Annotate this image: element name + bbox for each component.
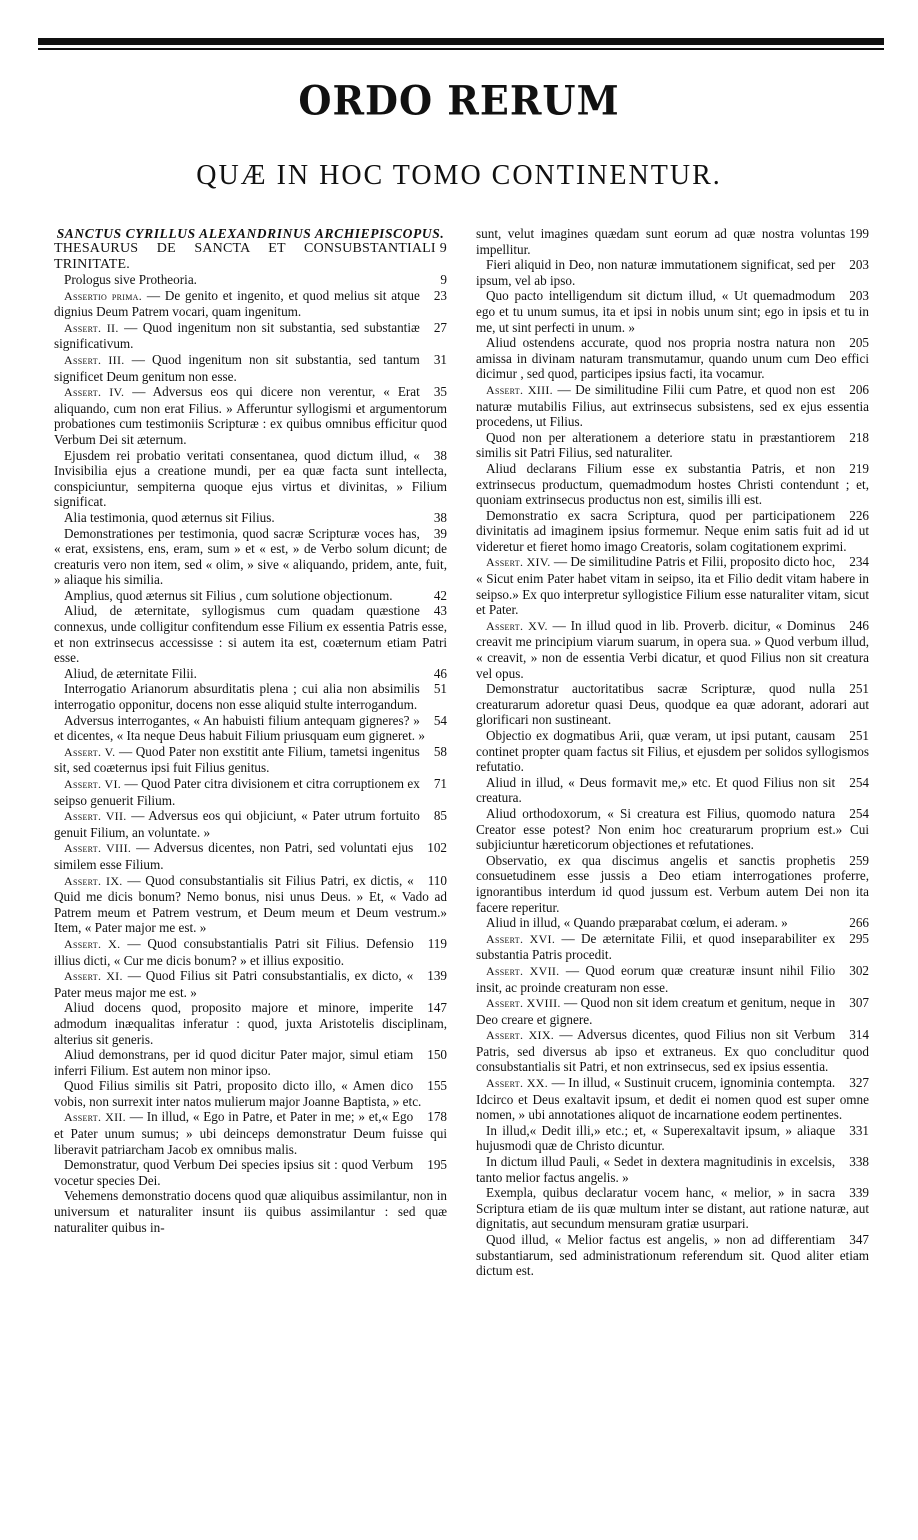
right-entries-list (476, 226, 869, 1279)
left-entries-list (54, 272, 447, 1235)
toc-entry-text: — In illud, « Sustinuit crucem, ignominia contempta. Idcirco et Deus exaltavit ipsum, et dedit ei nomen quod est super omne nomen, » ubi annotationes aliquot de incarnatione eodem pertinentes. (476, 1075, 869, 1123)
toc-entry-page: 23 (433, 287, 447, 303)
toc-entry-label: Assertio prima. (64, 288, 142, 303)
toc-entry-label: Assert. XVIII. (486, 996, 561, 1011)
toc-entry-page: 150 (427, 1047, 447, 1063)
toc-entry-text: — Quod Pater citra divisionem et citra corruptionem ex seipso genuerit Filium. (54, 776, 420, 808)
toc-entry (476, 681, 869, 728)
toc-entry (476, 775, 869, 806)
toc-entry-page: 347 (849, 1232, 869, 1247)
toc-entry (476, 335, 869, 382)
toc-entry-text: Amplius, quod æternus sit Filius , cum solutione objectionum. (64, 587, 393, 603)
toc-entry-text: — Adversus dicentes, quod Filius non sit Verbum Patris, sed diversus ab ipso et extraneus. Ex quo concluditur quod consubstantialis sit Patri, et non extrinsecus, sed ex ipsius essentia. (476, 1027, 869, 1075)
toc-entry-page: 46 (433, 665, 447, 681)
toc-entry-text: — Quod Filius sit Patri consubstantialis, ex dicto, « Pater meus major me est. » (54, 968, 414, 1000)
toc-entry-page: 205 (849, 335, 869, 351)
toc-entry-label: Assert. IV. (64, 385, 125, 400)
toc-entry-label: Assert. III. (64, 352, 125, 367)
toc-entry (54, 840, 447, 872)
toc-entry-text: — Quod consubstantialis sit Filius Patri, ex dictis, « Quid me dicis bonum? Nemo bonus, nisi unus Deus. » Et, « Vado ad Patrem meum et Patrem vestrum, et Deum meum et Deum vestrum.» Item, « Pater major me est. » (54, 872, 447, 936)
toc-entry (54, 1109, 447, 1157)
toc-entry-page: 39 (433, 525, 447, 541)
toc-entry (54, 526, 447, 588)
toc-entry-page: 35 (433, 384, 447, 400)
toc-entry-text: Aliud declarans Filium esse ex substantia Patris, et non extrinsecus productum, quemadmodum hostes Christi contendunt ; et, quoniam extrinsecus productus non est, similis illi est. (476, 460, 869, 508)
toc-entry-page: 139 (427, 968, 447, 984)
toc-entry-text: — Quod non sit idem creatum et genitum, neque in Deo creare et gignere. (476, 995, 836, 1027)
toc-entry-page: 31 (433, 351, 447, 367)
toc-entry-page: 218 (849, 429, 869, 445)
toc-entry-label: Assert. XVI. (486, 931, 556, 946)
toc-entry-page: 178 (427, 1109, 447, 1125)
toc-entry-text: Aliud orthodoxorum, « Si creatura est Filius, quomodo natura Creator esse potest? Non enim hoc creaturarum proprium est.» Cui subjiciuntur hæreticorum objectiones et refutationes. (476, 805, 869, 853)
toc-entry-text: Prologus sive Protheoria. (64, 272, 197, 287)
right-column (476, 226, 869, 1279)
work-title (54, 241, 447, 272)
toc-entry-text: Adversus interrogantes, « An habuisti filium antequam gigneres? » et dicentes, « Ita neque Deus habuit Filium priusquam eum gigneret. » (54, 712, 425, 744)
toc-entry-label: Assert. XIX. (486, 1028, 555, 1043)
toc-entry-text: — De similitudine Filii cum Patre, et quod non est naturæ mutabilis Filius, aut extrinsecus subsistens, sed ex ejus essentia procedens, ut Filius. (476, 381, 869, 430)
work-title-page: 9 (439, 241, 447, 256)
toc-entry-label: Assert. II. (64, 320, 119, 335)
toc-entry (476, 257, 869, 288)
toc-entry-label: Assert. XV. (486, 618, 548, 633)
toc-entry (476, 1154, 869, 1185)
toc-entry (54, 588, 447, 604)
toc-entry (476, 915, 869, 931)
toc-entry (54, 1000, 447, 1047)
toc-entry (476, 461, 869, 508)
toc-entry (54, 968, 447, 1000)
toc-entry-label: Assert. X. (64, 936, 121, 951)
toc-entry-page: 71 (433, 776, 447, 791)
toc-entry-text: — Adversus eos qui objiciunt, « Pater utrum fortuito genuit Filium, an voluntate. » (54, 808, 420, 840)
toc-entry-text: Aliud demonstrans, per id quod dicitur Pater major, simul etiam inferri Filium. Est autem non minor ipso. (54, 1047, 414, 1078)
toc-entry (476, 931, 869, 963)
toc-entry (476, 995, 869, 1027)
toc-entry-page: 219 (849, 460, 869, 476)
toc-entry-label: Assert. XI. (64, 969, 123, 984)
toc-entry (54, 510, 447, 526)
toc-entry (54, 320, 447, 352)
toc-entry-text: Aliud, de æternitate Filii. (64, 665, 197, 681)
toc-entry-page: 266 (849, 915, 869, 931)
toc-entry-page: 338 (849, 1154, 869, 1170)
toc-entry-label: Assert. IX. (64, 873, 123, 888)
toc-entry-page: 38 (433, 509, 447, 525)
toc-entry-text: — Quod eorum quæ creaturæ insunt nihil Filio insit, ac proinde creaturam non esse. (476, 962, 836, 995)
toc-entry-text: Fieri aliquid in Deo, non naturæ immutationem significat, sed per ipsum, vel ab ipso. (476, 257, 836, 288)
toc-entry (54, 448, 447, 510)
toc-entry (54, 272, 447, 288)
toc-entry (54, 352, 447, 384)
toc-entry-page: 199 (849, 226, 869, 241)
toc-entry-text: Vehemens demonstratio docens quod quæ aliquibus assimilantur, non in universum et naturaliter insunt iis quibus assimilantur : sed quæ naturaliter quibus in- (54, 1188, 447, 1235)
toc-entry-text: Aliud, de æternitate, syllogismus cum quadam quæstione connexus, unde colligitur confitendum esse Filium ex essentia Patris esse, et non extrinsecus accessisse : si autem ita est, coæternum etiam Patri esse. (54, 603, 447, 666)
toc-entry (54, 666, 447, 682)
toc-entry (54, 1047, 447, 1078)
toc-entry-page: 339 (849, 1185, 869, 1201)
toc-entry (476, 618, 869, 681)
toc-entry-text: — De æternitate Filii, et quod inseparabiliter ex substantia Patris procedit. (476, 930, 836, 963)
toc-entry-text: — Adversus eos qui dicere non verentur, « Erat aliquando, cum non erat Filius. » Afferuntur syllogismi et argumentorum probationes cum testimoniis Scripturæ : ex quibus omnibus efficitur quod Verbum Dei sit æternum. (54, 384, 447, 447)
toc-entry (476, 728, 869, 775)
toc-entry-text: Demonstratio ex sacra Scriptura, quod per participationem divinitatis ad imaginem ipsius formemur. Neque enim satis fuit ad id ut videretur et fieret homo imago Creatoris, solam cogitationem exprimi. (476, 507, 869, 554)
toc-entry-page: 51 (433, 681, 447, 697)
left-column (54, 226, 447, 1235)
toc-entry-text: Aliud ostendens accurate, quod nos propria nostra natura non amissa in divinam naturam transmutamur, quando unum cum Deo effici dicimur , sed quod, participes ipsius facti, ita vocamur. (476, 335, 869, 382)
toc-entry (54, 384, 447, 447)
toc-entry-text: Aliud in illud, « Quando præparabat cœlum, ei aderam. » (486, 915, 788, 931)
toc-entry-page: 226 (849, 507, 869, 523)
toc-entry (54, 1157, 447, 1188)
toc-entry (54, 713, 447, 744)
toc-entry-text: Demonstratur auctoritatibus sacræ Scripturæ, quod nulla creaturarum adoretur quasi Deus, quodque ea quæ adorant, adorari aut glorificari non sustineant. (476, 681, 869, 728)
toc-entry-page: 331 (849, 1122, 869, 1138)
toc-entry-text: Demonstrationes per testimonia, quod sacræ Scripturæ voces has, « erat, exsistens, ens, eram, sum » et « est, » de Verbo solum dicunt; de creaturis vero non item, sed « olim, » sive « aliquando, pridem, ante, fuit, » aliaque his similia. (54, 525, 447, 588)
toc-entry (476, 430, 869, 461)
toc-entry-text: — Quod Pater non exstitit ante Filium, tametsi ingenitus sit, sed coæternus ipsi fuit Filius genitus. (54, 743, 420, 776)
toc-entry-page: 155 (427, 1078, 447, 1094)
work-title-text: THESAURUS DE SANCTA ET CONSUBSTANTIALI TRINITATE. (54, 241, 436, 272)
toc-entry-label: Assert. XII. (64, 1110, 126, 1125)
toc-entry-text: Exempla, quibus declaratur vocem hanc, « melior, » in sacra Scriptura etiam de iis quæ multum inter se distant, aut ratione naturæ, aut dignitatis, aut secundum mensuram gratiæ usurpari. (476, 1185, 869, 1232)
toc-entry-label: Assert. XIV. (486, 555, 551, 570)
toc-entry-page: 9 (440, 272, 447, 287)
toc-entry-page: 307 (849, 995, 869, 1011)
toc-entry-page: 38 (433, 447, 447, 463)
toc-entry-page: 43 (433, 603, 447, 619)
toc-entry (476, 806, 869, 853)
toc-entry (476, 382, 869, 430)
toc-entry (54, 681, 447, 712)
toc-entry-text: Ejusdem rei probatio veritati consentanea, quod dictum illud, « Invisibilia ejus a creatione mundi, per ea quæ facta sunt intellecta, conspiciuntur, sempiterna quoque ejus virtus et divinitas, » Filium significat. (54, 447, 447, 510)
toc-entry-label: Assert. VII. (64, 809, 127, 824)
toc-entry-label: Assert. XVII. (486, 963, 560, 978)
toc-entry-page: 195 (427, 1157, 447, 1173)
toc-entry (54, 776, 447, 808)
toc-entry-page: 259 (849, 852, 869, 868)
page-title: ORDO RERUM (298, 76, 620, 125)
toc-entry-page: 102 (427, 840, 447, 856)
toc-entry-label: Assert. XX. (486, 1076, 549, 1091)
toc-entry-page: 206 (849, 381, 869, 397)
toc-entry (476, 1075, 869, 1123)
toc-entry-page: 251 (849, 681, 869, 697)
toc-entry (476, 1232, 869, 1279)
toc-entry (54, 936, 447, 968)
toc-entry-text: — In illud, « Ego in Patre, et Pater in me; » et,« Ego et Pater unum sumus; » ubi deinceps demonstratur Deum fuisse qui liberavit patriarcham Jacob ex omnibus malis. (54, 1109, 447, 1157)
toc-entry-text: Quod non per alterationem a deteriore statu in præstantiorem similis sit Patri Filius, sed naturaliter. (476, 429, 836, 461)
toc-entry-text: Aliud docens quod, proposito majore et minore, imperite admodum inæqualitas inferatur : quod, juxta Aristotelis disciplinam, alterius sit generis. (54, 1000, 447, 1047)
toc-entry-page: 295 (849, 930, 869, 946)
toc-entry-label: Assert. V. (64, 744, 116, 759)
toc-entry-text: — Quod ingenitum non sit substantia, sed substantiæ significativum. (54, 319, 420, 352)
toc-entry (54, 603, 447, 665)
toc-entry-page: 58 (433, 743, 447, 759)
toc-entry (476, 963, 869, 995)
toc-entry (476, 508, 869, 555)
toc-entry-text: — In illud quod in lib. Proverb. dicitur, « Dominus creavit me principium viarum suarum, in opera sua. » Quod verbum illud, « creavit, » non de essentia Verbi dicatur, et quod Filius non sit creatura vel opus. (476, 617, 869, 681)
toc-entry-page: 119 (427, 935, 447, 951)
toc-entry-text: Aliud in illud, « Deus formavit me,» etc. Et quod Filius non sit creatura. (476, 774, 836, 806)
toc-entry-page: 234 (849, 554, 869, 570)
toc-entry (54, 873, 447, 936)
toc-entry-page: 110 (427, 872, 447, 888)
toc-entry-text: Observatio, ex qua discimus angelis et sanctis prophetis consuetudinem esse jussis a Deo etiam interrogationes proferre, ignorantibus interdum id quod jussum est. Verbum autem Dei non ita facere reperitur. (476, 852, 869, 915)
toc-entry (54, 744, 447, 776)
toc-entry-text: Interrogatio Arianorum absurditatis plena ; cui alia non absimilis interrogatio opponitur, docens non esse aliquid stulte interrogandum. (54, 681, 420, 713)
toc-entry-text: — Quod ingenitum non sit substantia, sed tantum significet Deum genitum non esse. (54, 351, 420, 384)
toc-entry-text: sunt, velut imagines quædam sunt eorum ad quæ nostra voluntas impellitur. (476, 226, 846, 257)
toc-entry-text: Demonstratur, quod Verbum Dei species ipsius sit : quod Verbum vocetur species Dei. (54, 1157, 414, 1188)
toc-entry-page: 302 (849, 962, 869, 978)
toc-entry-page: 314 (849, 1027, 869, 1043)
toc-entry (476, 226, 869, 257)
toc-entry-text: Objectio ex dogmatibus Arii, quæ veram, ut ipsi putant, causam continet propter quam factus sit Filius, et ejusdem per solidos syllogismos refutatio. (476, 728, 869, 775)
toc-entry-page: 203 (849, 257, 869, 273)
toc-entry-text: — De similitudine Patris et Filii, proposito dicto hoc, « Sicut enim Pater habet vitam in seipso, ita et Filio dedit vitam habere in seipso.» Ex quo interpretur syllogistice Filium esse naturaliter vitam, sicut et Pater. (476, 554, 869, 618)
toc-entry-page: 54 (433, 712, 447, 728)
toc-entry-page: 42 (433, 587, 447, 603)
toc-entry (476, 1027, 869, 1075)
toc-entry-text: Quod illud, « Melior factus est angelis, » non ad differentiam substantiarum, sed administrationum referendum sit. Quod aliter etiam dictum est. (476, 1232, 869, 1279)
toc-entry-text: Quo pacto intelligendum sit dictum illud, « Ut quemadmodum ego et tu unum sumus, ita et ipsi in nobis unum sint; ego in ipsis et tu in me, ut sint perfecti in unum. » (476, 288, 869, 335)
toc-entry (476, 288, 869, 335)
toc-entry (476, 1185, 869, 1232)
top-rule-thick (38, 38, 884, 45)
toc-entry (54, 1078, 447, 1109)
toc-entry-label: Assert. VI. (64, 777, 122, 791)
toc-entry-page: 147 (427, 1000, 447, 1016)
toc-entry (54, 808, 447, 840)
toc-entry-page: 251 (849, 728, 869, 743)
toc-entry-text: — De genito et ingenito, et quod melius sit atque dignius Deum Patrem vocari, quam ingenitum. (54, 287, 420, 320)
page-subtitle: QUÆ IN HOC TOMO CONTINENTUR. (196, 160, 722, 191)
toc-entry-page: 85 (433, 808, 447, 824)
toc-entry (476, 853, 869, 915)
toc-entry-page: 254 (849, 774, 869, 790)
toc-entry-text: — Adversus dicentes, non Patri, sed voluntati ejus similem esse Filium. (54, 840, 414, 872)
top-rule-thin (38, 48, 884, 50)
toc-entry-label: Assert. XIII. (486, 382, 553, 397)
toc-entry (54, 1188, 447, 1235)
toc-entry-page: 203 (849, 288, 869, 304)
toc-entry-label: Assert. VIII. (64, 841, 132, 856)
toc-entry-page: 27 (433, 319, 447, 335)
author-heading: SANCTUS CYRILLUS ALEXANDRINUS ARCHIEPISCOPUS. (56, 226, 445, 241)
toc-entry-text: Alia testimonia, quod æternus sit Filius. (64, 509, 275, 525)
toc-entry-page: 327 (849, 1075, 869, 1091)
toc-entry-text: In dictum illud Pauli, « Sedet in dextera magnitudinis in excelsis, tanto melior factus angelis. » (476, 1154, 836, 1185)
toc-entry-text: Quod Filius similis sit Patri, proposito dicto illo, « Amen dico vobis, non surrexit inter natos mulierum major Joanne Baptista, » etc. (54, 1078, 422, 1109)
toc-entry-text: In illud,« Dedit illi,» etc.; et, « Superexaltavit ipsum, » aliaque hujusmodi quæ de Christo dicuntur. (476, 1122, 836, 1154)
toc-entry-page: 254 (849, 805, 869, 821)
toc-entry (476, 1123, 869, 1154)
toc-entry-page: 246 (849, 617, 869, 633)
toc-entry (476, 554, 869, 617)
toc-entry (54, 288, 447, 320)
toc-entry-text: — Quod consubstantialis Patri sit Filius. Defensio illius dicti, « Cur me dicis bonum? » et illius expositio. (54, 935, 414, 968)
